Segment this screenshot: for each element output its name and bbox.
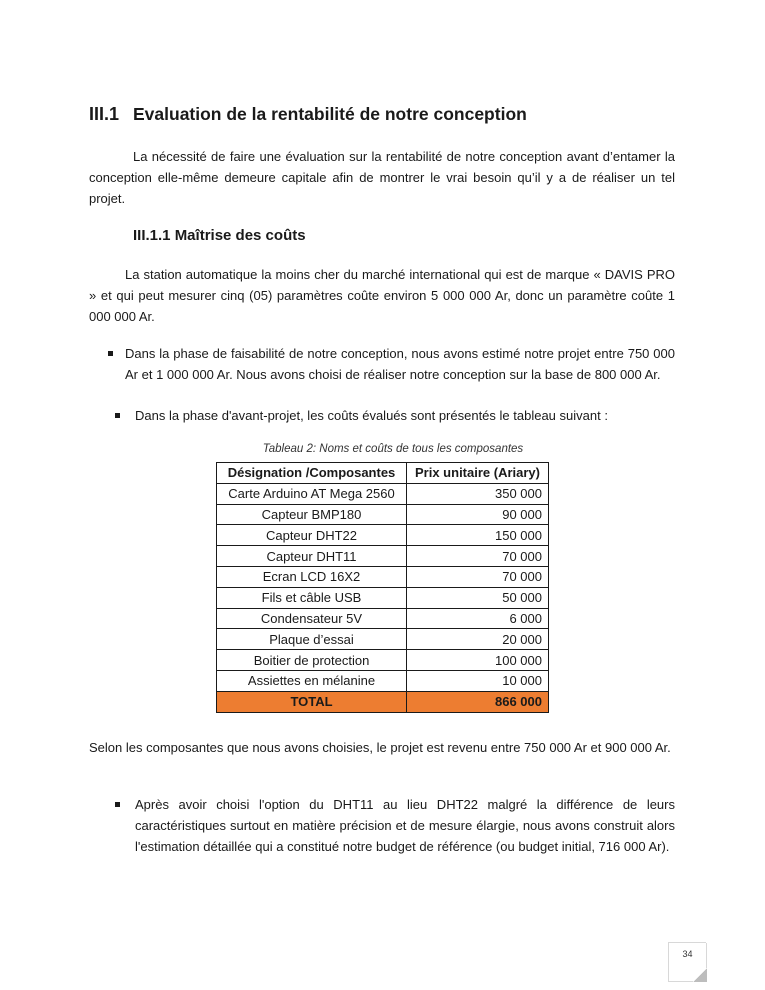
section-heading [89, 104, 527, 125]
table-row [217, 525, 549, 546]
subsection-heading: III.1.1 Maîtrise des coûts [133, 227, 306, 244]
table-total-row [217, 691, 549, 712]
intro-paragraph: La nécessité de faire une évaluation sur la rentabilité de notre conception avant d’entamer la conception elle-même demeure capitale afin de montrer le vrai besoin qu’il y a de réaliser un tel projet. [89, 149, 675, 206]
cell-price: 100 000 [407, 650, 549, 671]
bullet-text: Dans la phase d'avant-projet, les coûts évalués sont présentés le tableau suivant : [135, 408, 608, 423]
cell-designation: Fils et câble USB [217, 587, 407, 608]
table-row [217, 670, 549, 691]
section-title: Evaluation de la rentabilité de notre conception [133, 104, 527, 124]
table-row [217, 629, 549, 650]
cell-price: 6 000 [407, 608, 549, 629]
bullet-item [135, 405, 675, 426]
cell-price: 50 000 [407, 587, 549, 608]
table-row [217, 608, 549, 629]
column-header-designation: Désignation /Composantes [217, 463, 407, 484]
page-edge-right [706, 943, 707, 969]
bullet-square-icon [115, 802, 120, 807]
table-row [217, 546, 549, 567]
cell-designation: Condensateur 5V [217, 608, 407, 629]
cost-paragraph: La station automatique la moins cher du marché international qui est de marque « DAVIS PRO » et qui peut mesurer cinq (05) paramètres coûte environ 5 000 000 Ar, donc un paramètre coûte 1 000 000 Ar. [89, 267, 675, 324]
cell-price: 70 000 [407, 546, 549, 567]
bullet-text: Dans la phase de faisabilité de notre conception, nous avons estimé notre projet entre 750 000 Ar et 1 000 000 Ar. Nous avons choisi de réaliser notre conception sur la base de 800 000 Ar. [125, 346, 675, 382]
bullet-text: Après avoir choisi l'option du DHT11 au lieu DHT22 malgré la différence de leurs caractéristiques surtout en matière précision et de mesure élargie, nous avons construit alors l'estimation détaillée qui a constitué notre budget de référence (ou budget initial, 716 000 Ar). [135, 797, 675, 854]
table-header-row [217, 463, 549, 484]
total-value: 866 000 [407, 691, 549, 712]
cell-designation: Assiettes en mélanine [217, 670, 407, 691]
section-number: III.1 [89, 104, 120, 124]
conclusion-paragraph: Selon les composantes que nous avons choisies, le projet est revenu entre 750 000 Ar et 900 000 Ar. [89, 740, 671, 755]
cell-designation: Capteur DHT22 [217, 525, 407, 546]
cell-designation: Plaque d’essai [217, 629, 407, 650]
cell-designation: Capteur BMP180 [217, 504, 407, 525]
costs-table [216, 462, 549, 713]
table-row [217, 566, 549, 587]
table-row [217, 650, 549, 671]
cell-designation: Ecran LCD 16X2 [217, 566, 407, 587]
cell-price: 10 000 [407, 670, 549, 691]
cell-designation: Capteur DHT11 [217, 546, 407, 567]
page-curl-icon [693, 968, 707, 982]
bullet-square-icon [108, 351, 113, 356]
cell-price: 150 000 [407, 525, 549, 546]
bullet-item [135, 794, 675, 857]
column-header-price: Prix unitaire (Ariary) [407, 463, 549, 484]
table-row [217, 587, 549, 608]
cell-price: 90 000 [407, 504, 549, 525]
page-edge-bottom [669, 981, 693, 982]
cell-price: 350 000 [407, 483, 549, 504]
cell-price: 20 000 [407, 629, 549, 650]
table-row [217, 504, 549, 525]
cell-designation: Boitier de protection [217, 650, 407, 671]
page-number: 34 [682, 949, 693, 959]
table-caption: Tableau 2: Noms et coûts de tous les composantes [262, 443, 524, 455]
cell-price: 70 000 [407, 566, 549, 587]
table-row [217, 483, 549, 504]
bullet-square-icon [115, 413, 120, 418]
cell-designation: Carte Arduino AT Mega 2560 [217, 483, 407, 504]
bullet-item [125, 343, 675, 385]
page-number-box [668, 942, 706, 982]
total-label: TOTAL [217, 691, 407, 712]
